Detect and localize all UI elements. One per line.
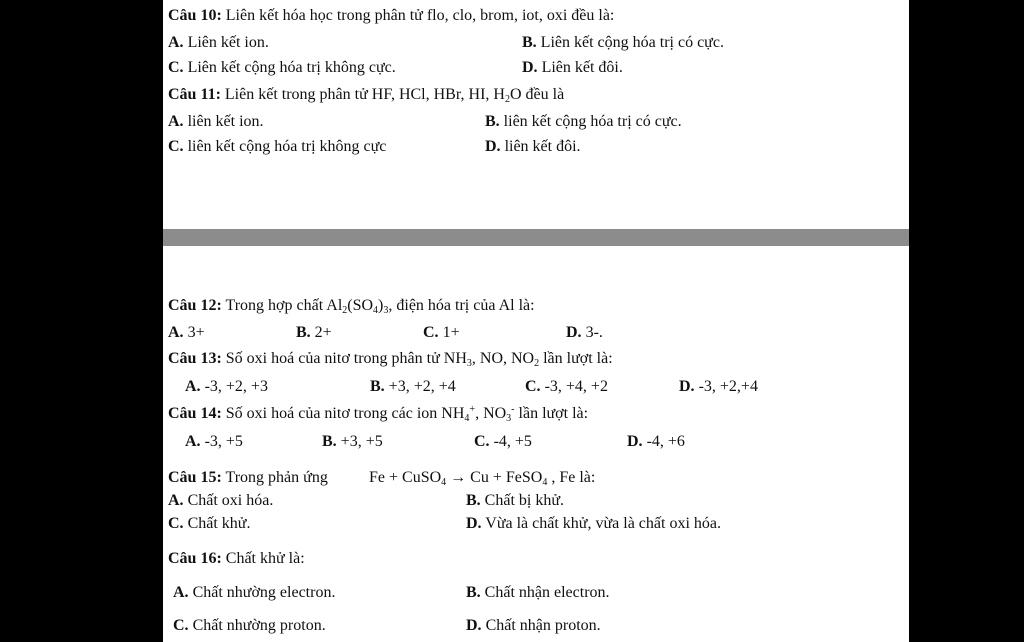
q11-option-a: A. liên kết ion. — [168, 113, 264, 130]
q14-option-d: D. -4, +6 — [627, 433, 685, 450]
q15-option-b: B. Chất bị khử. — [466, 492, 565, 509]
q16-option-d: D. Chất nhận proton. — [466, 617, 601, 634]
question-14: Câu 14: Số oxi hoá của nitơ trong các ion $NH_4^+$, $NO_3^-$ lần lượt là: — [168, 404, 589, 424]
q14-option-c: C. -4, +5 — [474, 433, 532, 450]
q11-option-c: C. liên kết cộng hóa trị không cực — [168, 138, 387, 155]
question-16: Câu 16: Chất khử là: — [168, 550, 305, 567]
q16-option-b: B. Chất nhận electron. — [466, 584, 610, 601]
question-11: Câu 11: Liên kết trong phân tử HF, HCl, HBr, HI, $H_2O$ đều là — [168, 86, 565, 105]
q10-option-a: A. Liên kết ion. — [168, 34, 269, 51]
question-10: Câu 10: Liên kết hóa học trong phân tử flo, clo, brom, iot, oxi đều là: — [168, 7, 615, 24]
document-page-bottom — [163, 246, 909, 642]
question-12: Câu 12: Trong hợp chất $Al_2(SO_4)_3$, điện hóa trị của Al là: — [168, 297, 535, 316]
q12-option-c: C. 1+ — [423, 324, 460, 341]
q12-option-a: A. 3+ — [168, 324, 205, 341]
q13-option-c: C. -3, +4, +2 — [525, 378, 608, 395]
q15-option-c: C. Chất khử. — [168, 515, 251, 532]
question-15: Câu 15: Trong phản ứng — [168, 469, 328, 486]
q12-option-d: D. 3-. — [566, 324, 603, 341]
q12-option-b: B. 2+ — [296, 324, 332, 341]
q14-option-b: B. +3, +5 — [322, 433, 383, 450]
q10-option-d: D. Liên kết đôi. — [522, 59, 623, 76]
q16-option-c: C. Chất nhường proton. — [173, 617, 326, 634]
q16-option-a: A. Chất nhường electron. — [173, 584, 336, 601]
q13-option-a: A. -3, +2, +3 — [185, 378, 268, 395]
q10-option-c: C. Liên kết cộng hóa trị không cực. — [168, 59, 396, 76]
q10-option-b: B. Liên kết cộng hóa trị có cực. — [522, 34, 724, 51]
q13-option-b: B. +3, +2, +4 — [370, 378, 456, 395]
q14-option-a: A. -3, +5 — [185, 433, 243, 450]
q11-option-b: B. liên kết cộng hóa trị có cực. — [485, 113, 682, 130]
q13-option-d: D. -3, +2,+4 — [679, 378, 758, 395]
q15-option-a: A. Chất oxi hóa. — [168, 492, 274, 509]
question-13: Câu 13: Số oxi hoá của nitơ trong phân tử $NH_3$, NO, $NO_2$ lần lượt là: — [168, 350, 613, 369]
q15-option-d: D. Vừa là chất khử, vừa là chất oxi hóa. — [466, 515, 721, 532]
question-15-equation: Fe + CuSO$_4$ → Cu + FeSO$_4$ , Fe là: — [369, 469, 596, 488]
document-page-top — [163, 0, 909, 229]
page-separator — [163, 229, 909, 246]
q11-option-d: D. liên kết đôi. — [485, 138, 581, 155]
